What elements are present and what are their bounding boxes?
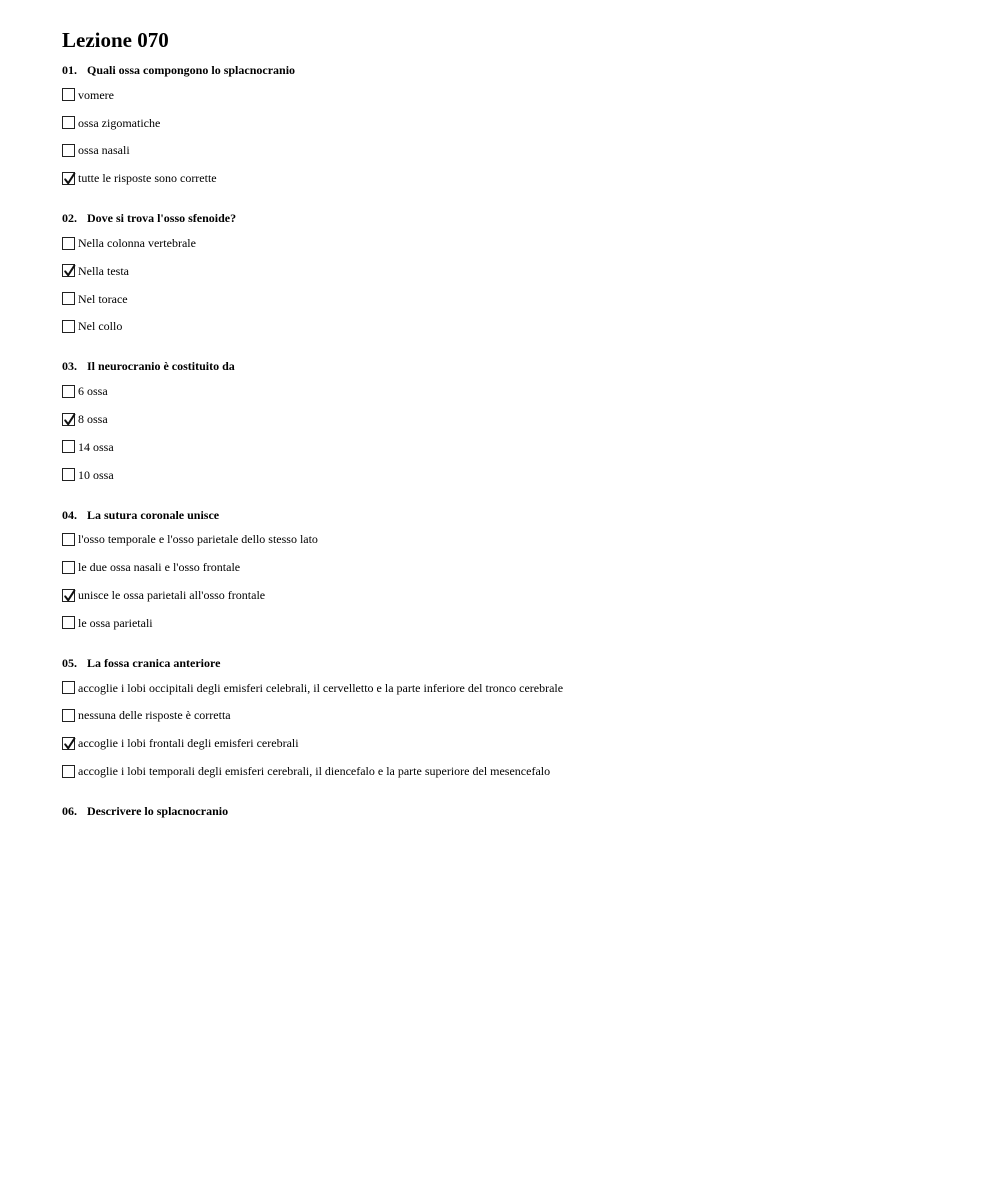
question-heading — [62, 655, 962, 671]
question-text: Descrivere lo splacnocranio — [87, 803, 229, 818]
checkmark-icon — [63, 413, 76, 427]
checkbox-unchecked[interactable] — [62, 533, 75, 546]
answer-option[interactable] — [62, 581, 962, 609]
checkbox-checked[interactable] — [62, 172, 75, 185]
checkbox-unchecked[interactable] — [62, 709, 75, 722]
answer-label: accoglie i lobi frontali degli emisferi cerebrali — [78, 736, 299, 751]
question-heading — [62, 803, 962, 819]
checkbox-checked[interactable] — [62, 737, 75, 750]
question-text: Quali ossa compongono lo splacnocranio — [87, 63, 296, 77]
question-text: Dove si trova l'osso sfenoide? — [87, 211, 237, 226]
answer-option[interactable] — [62, 109, 962, 137]
question-heading — [62, 62, 962, 78]
checkbox-unchecked[interactable] — [62, 292, 75, 305]
answer-label: Nella testa — [78, 263, 129, 278]
checkbox-unchecked[interactable] — [62, 116, 75, 129]
answer-option[interactable] — [62, 81, 962, 109]
answer-label: tutte le risposte sono corrette — [78, 171, 217, 186]
checkbox-unchecked[interactable] — [62, 468, 75, 481]
question-spacer — [62, 822, 962, 832]
answer-label: 14 ossa — [78, 439, 114, 454]
answer-label: 6 ossa — [78, 384, 108, 399]
checkmark-icon — [63, 737, 76, 751]
question-spacer — [62, 637, 962, 647]
question-text: Il neurocranio è costituito da — [87, 359, 235, 374]
answer-option[interactable] — [62, 285, 962, 313]
question-heading — [62, 210, 962, 226]
answer-label: 10 ossa — [78, 467, 114, 482]
answer-option[interactable] — [62, 609, 962, 637]
checkbox-checked[interactable] — [62, 413, 75, 426]
answer-option[interactable] — [62, 433, 962, 461]
answer-label: le due ossa nasali e l'osso frontale — [78, 560, 241, 575]
question-number: 04. — [62, 507, 77, 522]
answer-label: Nel torace — [78, 291, 128, 306]
answer-option[interactable] — [62, 553, 962, 581]
checkmark-icon — [63, 172, 76, 186]
question-spacer — [62, 785, 962, 795]
answer-option[interactable] — [62, 229, 962, 257]
question-list — [62, 62, 962, 832]
checkbox-unchecked[interactable] — [62, 320, 75, 333]
question-heading — [62, 358, 962, 374]
question-number: 02. — [62, 211, 77, 226]
answer-label: ossa nasali — [78, 143, 130, 158]
answer-option[interactable] — [62, 674, 962, 702]
checkmark-icon — [63, 589, 76, 603]
answer-label: Nella colonna vertebrale — [78, 236, 196, 251]
answer-option[interactable] — [62, 137, 962, 165]
answer-option[interactable] — [62, 526, 962, 554]
checkbox-unchecked[interactable] — [62, 88, 75, 101]
answer-option[interactable] — [62, 257, 962, 285]
question-2 — [62, 210, 962, 350]
question-heading — [62, 507, 962, 523]
answer-label: vomere — [78, 87, 114, 102]
answer-option[interactable] — [62, 405, 962, 433]
answer-label: le ossa parietali — [78, 615, 153, 630]
checkmark-icon — [63, 264, 76, 278]
question-1 — [62, 62, 962, 202]
answer-label: accoglie i lobi occipitali degli emisferi celebrali, il cervelletto e la parte inferiore del tronco cerebrale — [78, 680, 564, 695]
checkbox-unchecked[interactable] — [62, 616, 75, 629]
checkbox-unchecked[interactable] — [62, 561, 75, 574]
checkbox-unchecked[interactable] — [62, 237, 75, 250]
question-number: 01. — [62, 63, 77, 77]
answer-option[interactable] — [62, 164, 962, 192]
answer-label: unisce le ossa parietali all'osso frontale — [78, 588, 266, 603]
answer-label: ossa zigomatiche — [78, 115, 161, 130]
question-5 — [62, 655, 962, 795]
lesson-title: Lezione 070 — [62, 28, 169, 52]
question-number: 05. — [62, 655, 77, 670]
checkbox-checked[interactable] — [62, 264, 75, 277]
question-text: La sutura coronale unisce — [87, 507, 220, 522]
answer-option[interactable] — [62, 461, 962, 489]
checkbox-unchecked[interactable] — [62, 144, 75, 157]
answer-label: accoglie i lobi temporali degli emisferi cerebrali, il diencefalo e la parte superiore del mesencefalo — [78, 764, 551, 779]
checkbox-checked[interactable] — [62, 589, 75, 602]
question-4 — [62, 507, 962, 647]
question-6 — [62, 803, 962, 832]
question-number: 06. — [62, 803, 77, 818]
checkbox-unchecked[interactable] — [62, 765, 75, 778]
question-text: La fossa cranica anteriore — [87, 655, 221, 670]
answer-option[interactable] — [62, 729, 962, 757]
answer-option[interactable] — [62, 757, 962, 785]
question-3 — [62, 358, 962, 498]
answer-label: 8 ossa — [78, 412, 108, 427]
answer-option[interactable] — [62, 377, 962, 405]
answer-label: l'osso temporale e l'osso parietale dello stesso lato — [78, 532, 318, 547]
answer-option[interactable] — [62, 313, 962, 341]
question-spacer — [62, 192, 962, 202]
document-page — [62, 26, 962, 832]
question-number: 03. — [62, 359, 77, 374]
answer-label: nessuna delle risposte è corretta — [78, 708, 231, 723]
answer-option[interactable] — [62, 702, 962, 730]
question-spacer — [62, 340, 962, 350]
checkbox-unchecked[interactable] — [62, 385, 75, 398]
answer-label: Nel collo — [78, 319, 123, 334]
checkbox-unchecked[interactable] — [62, 440, 75, 453]
question-spacer — [62, 489, 962, 499]
checkbox-unchecked[interactable] — [62, 681, 75, 694]
